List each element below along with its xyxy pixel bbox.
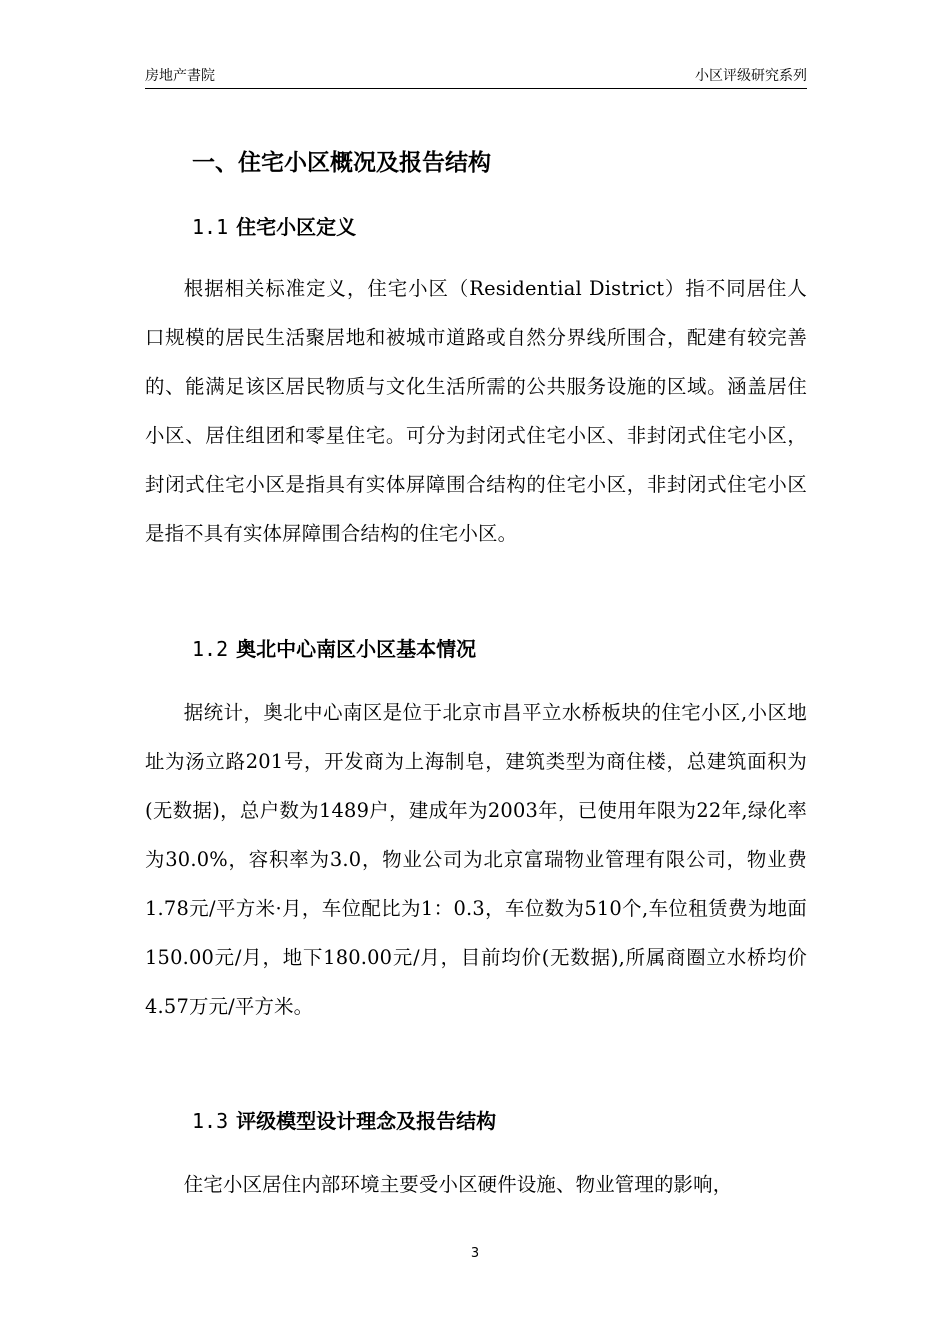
section-number: 1.1 [192,215,229,239]
header-series-title: 小区评级研究系列 [695,68,807,84]
section-heading-1-1 [192,212,356,242]
section-title: 评级模型设计理念及报告结构 [236,1109,497,1133]
section-number: 1.3 [192,1109,229,1133]
section-body-1-2: 据统计，奥北中心南区是位于北京市昌平立水桥板块的住宅小区,小区地址为汤立路201号，开发商为上海制皂，建筑类型为商住楼，总建筑面积为(无数据)，总户数为1489户，建成年为2003年，已使用年限为22年,绿化率为30.0%，容积率为3.0，物业公司为北京富瑞物业管理有限公司，物业费1.78元/平方米·月，车位配比为1：0.3，车位数为510个,车位租赁费为地面150.00元/月，地下180.00元/月，目前均价(无数据),所属商圈立水桥均价4.57万元/平方米。 [145,701,807,1018]
section-heading-1-2 [192,634,476,664]
section-number: 1.2 [192,637,229,661]
section-title: 住宅小区定义 [236,215,357,239]
page-number: 3 [470,1246,480,1261]
page-header [145,66,807,89]
chapter-title: 一、住宅小区概况及报告结构 [192,150,491,176]
section-body-1-1: 根据相关标准定义，住宅小区（Residential District）指不同居住人口规模的居民生活聚居地和被城市道路或自然分界线所围合，配建有较完善的、能满足该区居民物质与文化生活所需的公共服务设施的区域。涵盖居住小区、居住组团和零星住宅。可分为封闭式住宅小区、非封闭式住宅小区，封闭式住宅小区是指具有实体屏障围合结构的住宅小区，非封闭式住宅小区是指不具有实体屏障围合结构的住宅小区。 [145,277,807,545]
header-publisher: 房地产書院 [145,68,215,84]
section-body-1-3: 住宅小区居住内部环境主要受小区硬件设施、物业管理的影响， [183,1173,733,1196]
section-heading-1-3 [192,1106,496,1136]
section-title: 奥北中心南区小区基本情况 [236,637,477,661]
